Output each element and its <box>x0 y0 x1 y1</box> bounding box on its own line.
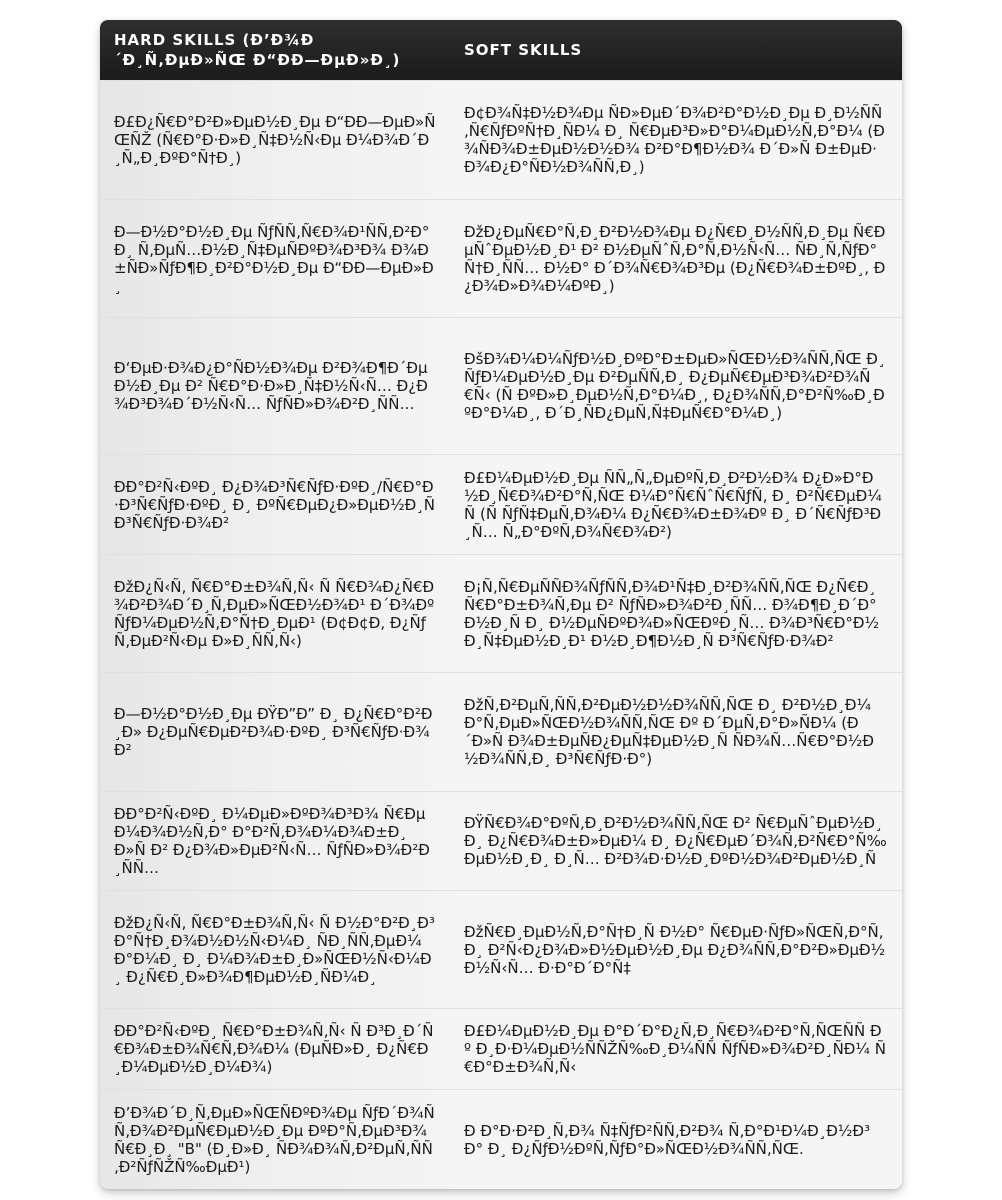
table-row <box>100 554 902 672</box>
hard-skill-cell <box>100 1009 450 1089</box>
hard-skill-cell <box>100 555 450 672</box>
soft-skill-cell <box>450 318 902 454</box>
soft-skill-text: ÐšÐ¾Ð¼Ð¼ÑƒÐ½Ð¸ÐºÐ°Ð±ÐµÐ»ÑŒÐ½Ð¾ÑÑ‚ÑŒ Ð¸ ÑƒÐ¼ÐµÐ½Ð¸Ðµ Ð²ÐµÑÑ‚Ð¸ Ð¿ÐµÑ€ÐµÐ³Ð¾Ð²Ð¾Ñ€Ñ‹ (Ñ ÐºÐ»Ð¸ÐµÐ½Ñ‚Ð°Ð¼Ð¸, Ð¿Ð¾ÑÑ‚Ð°Ð²Ñ‰Ð¸ÐºÐ°Ð¼Ð¸, Ð´Ð¸ÑÐ¿ÐµÑ‚Ñ‡ÐµÑ€Ð°Ð¼Ð¸) <box>464 350 886 422</box>
hard-skill-text: ÐÐ°Ð²Ñ‹ÐºÐ¸ Ð¿Ð¾Ð³Ñ€ÑƒÐ·ÐºÐ¸/Ñ€Ð°Ð·Ð³Ñ€ÑƒÐ·ÐºÐ¸ Ð¸ ÐºÑ€ÐµÐ¿Ð»ÐµÐ½Ð¸Ñ Ð³Ñ€ÑƒÐ·Ð¾Ð² <box>114 477 435 532</box>
table-row <box>100 890 902 1008</box>
hard-skill-cell <box>100 200 450 317</box>
soft-skill-text: ÐžÑ‚Ð²ÐµÑ‚ÑÑ‚Ð²ÐµÐ½Ð½Ð¾ÑÑ‚ÑŒ Ð¸ Ð²Ð½Ð¸Ð¼Ð°Ñ‚ÐµÐ»ÑŒÐ½Ð¾ÑÑ‚ÑŒ Ðº Ð´ÐµÑ‚Ð°Ð»ÑÐ¼ (Ð´Ð»Ñ Ð¾Ð±ÐµÑÐ¿ÐµÑ‡ÐµÐ½Ð¸Ñ ÑÐ¾Ñ…Ñ€Ð°Ð½Ð½Ð¾ÑÑ‚Ð¸ Ð³Ñ€ÑƒÐ·Ð°) <box>464 696 874 768</box>
table-row <box>100 317 902 454</box>
table-row <box>100 1008 902 1089</box>
soft-skill-cell <box>450 200 902 317</box>
table-row <box>100 199 902 317</box>
hard-skill-cell <box>100 792 450 890</box>
hard-skill-cell <box>100 1090 450 1189</box>
soft-skill-text: Ð£Ð¼ÐµÐ½Ð¸Ðµ ÑÑ„Ñ„ÐµÐºÑ‚Ð¸Ð²Ð½Ð¾ Ð¿Ð»Ð°Ð½Ð¸Ñ€Ð¾Ð²Ð°Ñ‚ÑŒ Ð¼Ð°Ñ€ÑˆÑ€ÑƒÑ‚ Ð¸ Ð²Ñ€ÐµÐ¼Ñ (Ñ ÑƒÑ‡ÐµÑ‚Ð¾Ð¼ Ð¿Ñ€Ð¾Ð±Ð¾Ðº Ð¸ Ð´Ñ€ÑƒÐ³Ð¸Ñ… Ñ„Ð°ÐºÑ‚Ð¾Ñ€Ð¾Ð²) <box>464 468 882 541</box>
table-row <box>100 80 902 199</box>
hard-skill-cell <box>100 891 450 1008</box>
hard-skill-text: Ð£Ð¿Ñ€Ð°Ð²Ð»ÐµÐ½Ð¸Ðµ Ð“ÐÐ—ÐµÐ»ÑŒÑŽ (Ñ€Ð°Ð·Ð»Ð¸Ñ‡Ð½Ñ‹Ðµ Ð¼Ð¾Ð´Ð¸Ñ„Ð¸ÐºÐ°Ñ†Ð¸) <box>114 113 436 167</box>
table-row <box>100 1089 902 1189</box>
hard-skill-text: ÐÐ°Ð²Ñ‹ÐºÐ¸ Ð¼ÐµÐ»ÐºÐ¾Ð³Ð¾ Ñ€ÐµÐ¼Ð¾Ð½Ñ‚Ð° Ð°Ð²Ñ‚Ð¾Ð¼Ð¾Ð±Ð¸Ð»Ñ Ð² Ð¿Ð¾Ð»ÐµÐ²Ñ‹Ñ… ÑƒÑÐ»Ð¾Ð²Ð¸ÑÑ… <box>114 805 430 877</box>
hard-skill-cell <box>100 318 450 454</box>
soft-skill-cell <box>450 81 902 199</box>
hard-skill-cell <box>100 673 450 791</box>
soft-skill-text: ÐžÐ¿ÐµÑ€Ð°Ñ‚Ð¸Ð²Ð½Ð¾Ðµ Ð¿Ñ€Ð¸Ð½ÑÑ‚Ð¸Ðµ Ñ€ÐµÑˆÐµÐ½Ð¸Ð¹ Ð² Ð½ÐµÑˆÑ‚Ð°Ñ‚Ð½Ñ‹Ñ… ÑÐ¸Ñ‚ÑƒÐ°Ñ†Ð¸ÑÑ… Ð½Ð° Ð´Ð¾Ñ€Ð¾Ð³Ðµ (Ð¿Ñ€Ð¾Ð±ÐºÐ¸, Ð¿Ð¾Ð»Ð¾Ð¼ÐºÐ¸) <box>464 222 886 295</box>
hard-skill-text: ÐÐ°Ð²Ñ‹ÐºÐ¸ Ñ€Ð°Ð±Ð¾Ñ‚Ñ‹ Ñ Ð³Ð¸Ð´Ñ€Ð¾Ð±Ð¾Ñ€Ñ‚Ð¾Ð¼ (ÐµÑÐ»Ð¸ Ð¿Ñ€Ð¸Ð¼ÐµÐ½Ð¸Ð¼Ð¾) <box>114 1022 434 1076</box>
hard-skill-text: Ð’Ð¾Ð´Ð¸Ñ‚ÐµÐ»ÑŒÑÐºÐ¾Ðµ ÑƒÐ´Ð¾ÑÑ‚Ð¾Ð²ÐµÑ€ÐµÐ½Ð¸Ðµ ÐºÐ°Ñ‚ÐµÐ³Ð¾Ñ€Ð¸Ð¸ "B" (Ð¸Ð»Ð¸ ÑÐ¾Ð¾Ñ‚Ð²ÐµÑ‚ÑÑ‚Ð²ÑƒÑŽÑ‰ÐµÐ¹) <box>114 1103 435 1176</box>
soft-skill-cell <box>450 792 902 890</box>
soft-skill-cell <box>450 1090 902 1189</box>
skills-table <box>100 20 902 1189</box>
soft-skill-cell <box>450 1009 902 1089</box>
table-header <box>100 20 902 80</box>
table-row <box>100 454 902 554</box>
hard-skill-text: Ð—Ð½Ð°Ð½Ð¸Ðµ ÐŸÐ”Ð” Ð¸ Ð¿Ñ€Ð°Ð²Ð¸Ð» Ð¿ÐµÑ€ÐµÐ²Ð¾Ð·ÐºÐ¸ Ð³Ñ€ÑƒÐ·Ð¾Ð² <box>114 705 433 759</box>
table-row <box>100 672 902 791</box>
soft-skill-cell <box>450 673 902 791</box>
soft-skill-cell <box>450 891 902 1008</box>
soft-skills-header: SOFT SKILLS <box>464 41 583 59</box>
soft-skill-text: Ð¢Ð¾Ñ‡Ð½Ð¾Ðµ ÑÐ»ÐµÐ´Ð¾Ð²Ð°Ð½Ð¸Ðµ Ð¸Ð½ÑÑ‚Ñ€ÑƒÐºÑ†Ð¸ÑÐ¼ Ð¸ Ñ€ÐµÐ³Ð»Ð°Ð¼ÐµÐ½Ñ‚Ð°Ð¼ (Ð¾ÑÐ¾Ð±ÐµÐ½Ð½Ð¾ Ð²Ð°Ð¶Ð½Ð¾ Ð´Ð»Ñ Ð±ÐµÐ·Ð¾Ð¿Ð°ÑÐ½Ð¾ÑÑ‚Ð¸) <box>464 104 885 176</box>
hard-skills-header: HARD SKILLS (Ð’Ð¾Ð ´Ð¸Ñ‚ÐµÐ»ÑŒ Ð“ÐÐ—ÐµÐ»Ð¸) <box>114 31 401 69</box>
hard-skill-text: Ð‘ÐµÐ·Ð¾Ð¿Ð°ÑÐ½Ð¾Ðµ Ð²Ð¾Ð¶Ð´ÐµÐ½Ð¸Ðµ Ð² Ñ€Ð°Ð·Ð»Ð¸Ñ‡Ð½Ñ‹Ñ… Ð¿Ð¾Ð³Ð¾Ð´Ð½Ñ‹Ñ… ÑƒÑÐ»Ð¾Ð²Ð¸ÑÑ… <box>114 359 428 413</box>
soft-skill-cell <box>450 555 902 672</box>
soft-skill-text: Ð Ð°Ð·Ð²Ð¸Ñ‚Ð¾ Ñ‡ÑƒÐ²ÑÑ‚Ð²Ð¾ Ñ‚Ð°Ð¹Ð¼Ð¸Ð½Ð³Ð° Ð¸ Ð¿ÑƒÐ½ÐºÑ‚ÑƒÐ°Ð»ÑŒÐ½Ð¾ÑÑ‚ÑŒ. <box>464 1121 871 1158</box>
hard-skill-cell <box>100 455 450 554</box>
soft-skill-text: ÐŸÑ€Ð¾Ð°ÐºÑ‚Ð¸Ð²Ð½Ð¾ÑÑ‚ÑŒ Ð² Ñ€ÐµÑˆÐµÐ½Ð¸Ð¸ Ð¿Ñ€Ð¾Ð±Ð»ÐµÐ¼ Ð¸ Ð¿Ñ€ÐµÐ´Ð¾Ñ‚Ð²Ñ€Ð°Ñ‰ÐµÐ½Ð¸Ð¸ Ð¸Ñ… Ð²Ð¾Ð·Ð½Ð¸ÐºÐ½Ð¾Ð²ÐµÐ½Ð¸Ñ <box>464 814 887 868</box>
hard-skill-cell <box>100 81 450 199</box>
table-row <box>100 791 902 890</box>
hard-skill-text: ÐžÐ¿Ñ‹Ñ‚ Ñ€Ð°Ð±Ð¾Ñ‚Ñ‹ Ñ Ð½Ð°Ð²Ð¸Ð³Ð°Ñ†Ð¸Ð¾Ð½Ð½Ñ‹Ð¼Ð¸ ÑÐ¸ÑÑ‚ÐµÐ¼Ð°Ð¼Ð¸ Ð¸ Ð¼Ð¾Ð±Ð¸Ð»ÑŒÐ½Ñ‹Ð¼Ð¸ Ð¿Ñ€Ð¸Ð»Ð¾Ð¶ÐµÐ½Ð¸ÑÐ¼Ð¸ <box>114 913 435 986</box>
hard-skill-text: ÐžÐ¿Ñ‹Ñ‚ Ñ€Ð°Ð±Ð¾Ñ‚Ñ‹ Ñ Ñ€Ð¾Ð¿Ñ€Ð¾Ð²Ð¾Ð´Ð¸Ñ‚ÐµÐ»ÑŒÐ½Ð¾Ð¹ Ð´Ð¾ÐºÑƒÐ¼ÐµÐ½Ñ‚Ð°Ñ†Ð¸ÐµÐ¹ (Ð¢Ð¢Ð, Ð¿ÑƒÑ‚ÐµÐ²Ñ‹Ðµ Ð»Ð¸ÑÑ‚Ñ‹) <box>114 577 435 650</box>
soft-skill-cell <box>450 455 902 554</box>
soft-skill-text: Ð£Ð¼ÐµÐ½Ð¸Ðµ Ð°Ð´Ð°Ð¿Ñ‚Ð¸Ñ€Ð¾Ð²Ð°Ñ‚ÑŒÑÑ Ðº Ð¸Ð·Ð¼ÐµÐ½ÑÑŽÑ‰Ð¸Ð¼ÑÑ ÑƒÑÐ»Ð¾Ð²Ð¸ÑÐ¼ Ñ€Ð°Ð±Ð¾Ñ‚Ñ‹ <box>464 1022 886 1076</box>
soft-skill-text: Ð¡Ñ‚Ñ€ÐµÑÑÐ¾ÑƒÑÑ‚Ð¾Ð¹Ñ‡Ð¸Ð²Ð¾ÑÑ‚ÑŒ Ð¿Ñ€Ð¸ Ñ€Ð°Ð±Ð¾Ñ‚Ðµ Ð² ÑƒÑÐ»Ð¾Ð²Ð¸ÑÑ… Ð¾Ð¶Ð¸Ð´Ð°Ð½Ð¸Ñ Ð¸ Ð½ÐµÑÐºÐ¾Ð»ÑŒÐºÐ¸Ñ… Ð¾Ð³Ñ€Ð°Ð½Ð¸Ñ‡ÐµÐ½Ð¸Ð¹ Ð½Ð¸Ð¶Ð½Ð¸Ñ Ð³Ñ€ÑƒÐ·Ð¾Ð² <box>464 577 880 650</box>
soft-skill-text: ÐžÑ€Ð¸ÐµÐ½Ñ‚Ð°Ñ†Ð¸Ñ Ð½Ð° Ñ€ÐµÐ·ÑƒÐ»ÑŒÑ‚Ð°Ñ‚ Ð¸ Ð²Ñ‹Ð¿Ð¾Ð»Ð½ÐµÐ½Ð¸Ðµ Ð¿Ð¾ÑÑ‚Ð°Ð²Ð»ÐµÐ½Ð½Ñ‹Ñ… Ð·Ð°Ð´Ð°Ñ‡ <box>464 922 886 977</box>
hard-skill-text: Ð—Ð½Ð°Ð½Ð¸Ðµ ÑƒÑÑ‚Ñ€Ð¾Ð¹ÑÑ‚Ð²Ð° Ð¸ Ñ‚ÐµÑ…Ð½Ð¸Ñ‡ÐµÑÐºÐ¾Ð³Ð¾ Ð¾Ð±ÑÐ»ÑƒÐ¶Ð¸Ð²Ð°Ð½Ð¸Ðµ Ð“ÐÐ—ÐµÐ»Ð¸ <box>114 222 434 295</box>
